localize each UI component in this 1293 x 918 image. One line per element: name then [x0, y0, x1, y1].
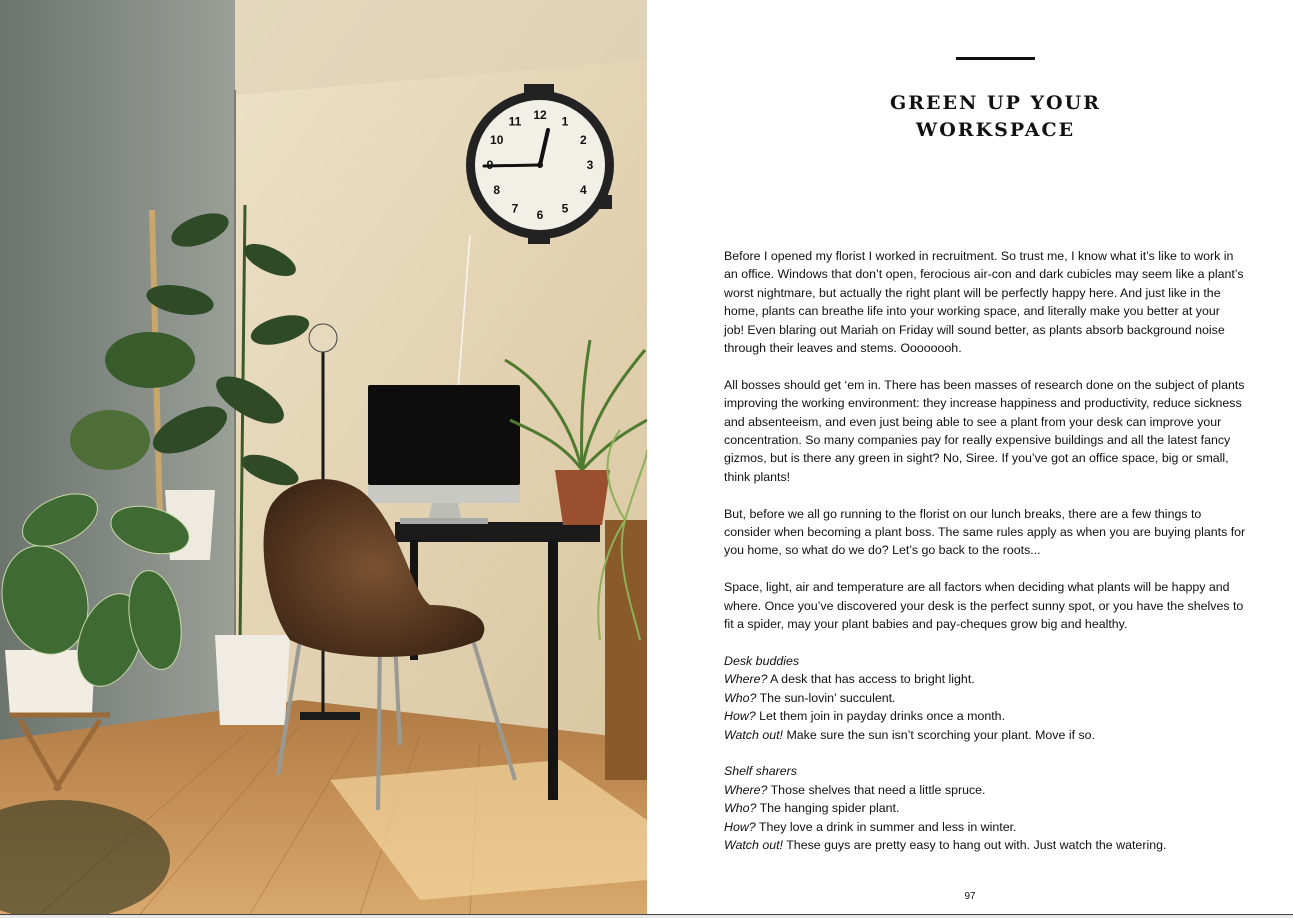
clock-numeral: 12: [533, 108, 547, 122]
text-line: Before I opened my florist I worked in recruitment. So trust me, I know what it’s like to work in: [724, 249, 1234, 263]
list-item: Where? Those shelves that need a little spruce.: [724, 782, 986, 797]
text-line: improving the working environment: they increase happiness and productivity, reduce sickness: [724, 396, 1242, 411]
text-line: you home, so what do we do? Let’s go back to the roots...: [724, 543, 1041, 558]
page-title: [797, 90, 1194, 144]
clock-numeral: 1: [561, 114, 569, 129]
list-item: Who? The hanging spider plant.: [724, 801, 900, 816]
workspace-photo: [0, 0, 647, 914]
text-line: job! Even blaring out Mariah on Friday will sound better, as plants absorb background noise: [724, 322, 1225, 337]
list-heading: Shelf sharers: [724, 764, 798, 779]
text-line: think plants!: [724, 469, 791, 484]
shelf-sharers-list: [724, 762, 1274, 854]
page-number: 97: [964, 891, 976, 902]
list-item: Watch out! These guys are pretty easy to hang out with. Just watch the watering.: [724, 837, 1167, 852]
list-item: How? Let them join in payday drinks once a month.: [724, 709, 1006, 724]
photo-illustration: [0, 0, 647, 914]
body-text: [724, 247, 1274, 873]
text-line: and absenteeism, and even just being able to see a plant from your desk can improve your: [724, 414, 1222, 429]
clock-numeral: 3: [586, 158, 594, 172]
paragraph-4: [724, 578, 1274, 633]
list-item: How? They love a drink in summer and less in winter.: [724, 819, 1017, 834]
clock-numeral: 5: [561, 201, 569, 216]
clock-numeral: 2: [579, 133, 587, 147]
paragraph-3: [724, 505, 1274, 560]
text-line: Space, light, air and temperature are all factors when deciding what plants will be happy and: [724, 580, 1230, 595]
list-heading: Desk buddies: [724, 653, 800, 668]
text-line: concentration. So many companies pay for really expensive buildings and all the latest fancy: [724, 433, 1231, 448]
text-line: worst nightmare, but actually the right plant will be perfectly happy here. And just like in the: [724, 285, 1221, 300]
clock-numeral: 7: [511, 201, 519, 216]
clock-numeral: 6: [536, 208, 544, 222]
text-line: fit a spider, may your plant babies and pay-cheques grow big and healthy.: [724, 617, 1128, 632]
text-line: consider when becoming a plant boss. The same rules apply as when you are buying plants for: [724, 525, 1246, 540]
text-line: All bosses should get ‘em in. There has been masses of research done on the subject of plants: [724, 377, 1245, 392]
page-title-line-1: GREEN UP YOUR: [890, 92, 1101, 114]
text-line: through their leaves and stems. Oooooooh.: [724, 341, 962, 356]
clock-numeral: 4: [579, 183, 587, 197]
page-title-line-2: WORKSPACE: [915, 119, 1076, 141]
paragraph-1: [724, 247, 1274, 357]
desk-buddies-list: [724, 652, 1274, 744]
text-line: an office. Windows that don’t open, ferocious air-con and dark cubicles may seem like a plant’s: [724, 267, 1244, 282]
list-item: Who? The sun-lovin’ succulent.: [724, 690, 896, 705]
clock-numeral: 10: [490, 133, 504, 147]
text-line: But, before we all go running to the florist on our lunch breaks, there are a few things to: [724, 506, 1202, 521]
text-line: gizmos, but is there any green in sight? No, Siree. If you’ve got an office space, big or small,: [724, 451, 1229, 466]
text-line: home, plants can breathe life into your working space, and literally make you better at your: [724, 304, 1220, 319]
clock-numeral: 11: [508, 114, 522, 129]
list-item: Watch out! Make sure the sun isn’t scorching your plant. Move if so.: [724, 727, 1095, 742]
title-rule: [956, 57, 1035, 60]
list-item: Where? A desk that has access to bright light.: [724, 672, 975, 687]
text-page: [647, 0, 1293, 914]
page-bottom-rule: [0, 914, 1293, 915]
text-line: where. Once you’ve discovered your desk is the perfect sunny spot, or you have the shelves to: [724, 598, 1244, 613]
paragraph-2: [724, 376, 1274, 486]
clock-numeral: 8: [493, 183, 501, 197]
